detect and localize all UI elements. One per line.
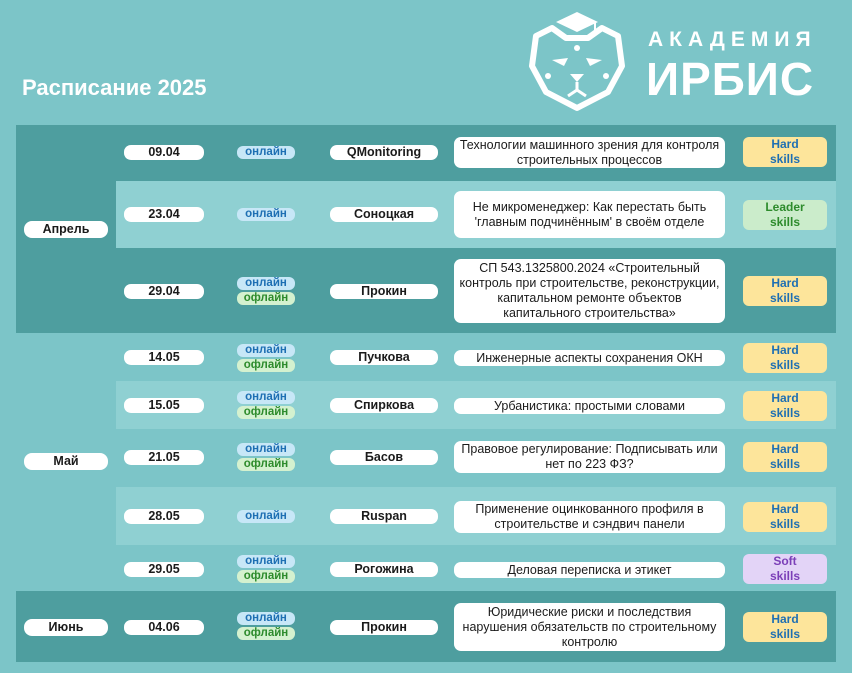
format-online-badge: онлайн [237, 443, 295, 456]
topic-card: Инженерные аспекты сохранения ОКН [454, 350, 725, 366]
skill-tag: Hard skills [743, 442, 827, 472]
date-pill: 28.05 [124, 509, 204, 524]
topic-card: Деловая переписка и этикет [454, 562, 725, 578]
skill-tag: Hard skills [743, 137, 827, 167]
format-offline-badge: офлайн [237, 359, 295, 372]
topic-card: Технологии машинного зрения для контроля строительных процессов [454, 137, 725, 168]
speaker-pill: Прокин [330, 620, 438, 635]
skill-tag: Hard skills [743, 343, 827, 373]
skill-tag: Leader skills [743, 200, 827, 230]
speaker-pill: Спиркова [330, 398, 438, 413]
snow-leopard-logo-icon [522, 8, 632, 113]
topic-card: Урбанистика: простыми словами [454, 398, 725, 414]
logo-brand-text: ИРБИС [646, 53, 815, 105]
logo-academy-text: АКАДЕМИЯ [648, 28, 817, 51]
date-pill: 15.05 [124, 398, 204, 413]
format-online-badge: онлайн [237, 612, 295, 625]
month-label-april: Апрель [24, 221, 108, 238]
format-online-badge: онлайн [237, 555, 295, 568]
month-label-may: Май [24, 453, 108, 470]
date-pill: 21.05 [124, 450, 204, 465]
topic-card: Не микроменеджер: Как перестать быть 'главным подчинённым' в своём отделе [454, 191, 725, 238]
topic-card: СП 543.1325800.2024 «Строительный контроль при строительстве, реконструкции, капитальном ремонте объектов капитального строительства» [454, 259, 725, 323]
speaker-pill: Рогожина [330, 562, 438, 577]
format-offline-badge: офлайн [237, 570, 295, 583]
date-pill: 04.06 [124, 620, 204, 635]
skill-tag: Hard skills [743, 276, 827, 306]
month-label-june: Июнь [24, 619, 108, 636]
date-pill: 09.04 [124, 145, 204, 160]
format-offline-badge: офлайн [237, 406, 295, 419]
format-online-badge: онлайн [237, 146, 295, 159]
speaker-pill: Соноцкая [330, 207, 438, 222]
skill-tag: Soft skills [743, 554, 827, 584]
skill-tag: Hard skills [743, 502, 827, 532]
date-pill: 23.04 [124, 207, 204, 222]
skill-tag: Hard skills [743, 391, 827, 421]
date-pill: 14.05 [124, 350, 204, 365]
format-offline-badge: офлайн [237, 458, 295, 471]
format-online-badge: онлайн [237, 344, 295, 357]
date-pill: 29.05 [124, 562, 204, 577]
format-online-badge: онлайн [237, 277, 295, 290]
logo [522, 8, 842, 113]
speaker-pill: Ruspan [330, 509, 438, 524]
speaker-pill: Басов [330, 450, 438, 465]
speaker-pill: QMonitoring [330, 145, 438, 160]
format-online-badge: онлайн [237, 208, 295, 221]
topic-card: Правовое регулирование: Подписывать или нет по 223 ФЗ? [454, 441, 725, 473]
date-pill: 29.04 [124, 284, 204, 299]
format-offline-badge: офлайн [237, 627, 295, 640]
page-title: Расписание 2025 [22, 75, 207, 100]
format-offline-badge: офлайн [237, 292, 295, 305]
format-online-badge: онлайн [237, 391, 295, 404]
speaker-pill: Прокин [330, 284, 438, 299]
format-online-badge: онлайн [237, 510, 295, 523]
speaker-pill: Пучкова [330, 350, 438, 365]
topic-card: Применение оцинкованного профиля в строительстве и сэндвич панели [454, 501, 725, 533]
skill-tag: Hard skills [743, 612, 827, 642]
topic-card: Юридические риски и последствия нарушения обязательств по строительному контролю [454, 603, 725, 651]
